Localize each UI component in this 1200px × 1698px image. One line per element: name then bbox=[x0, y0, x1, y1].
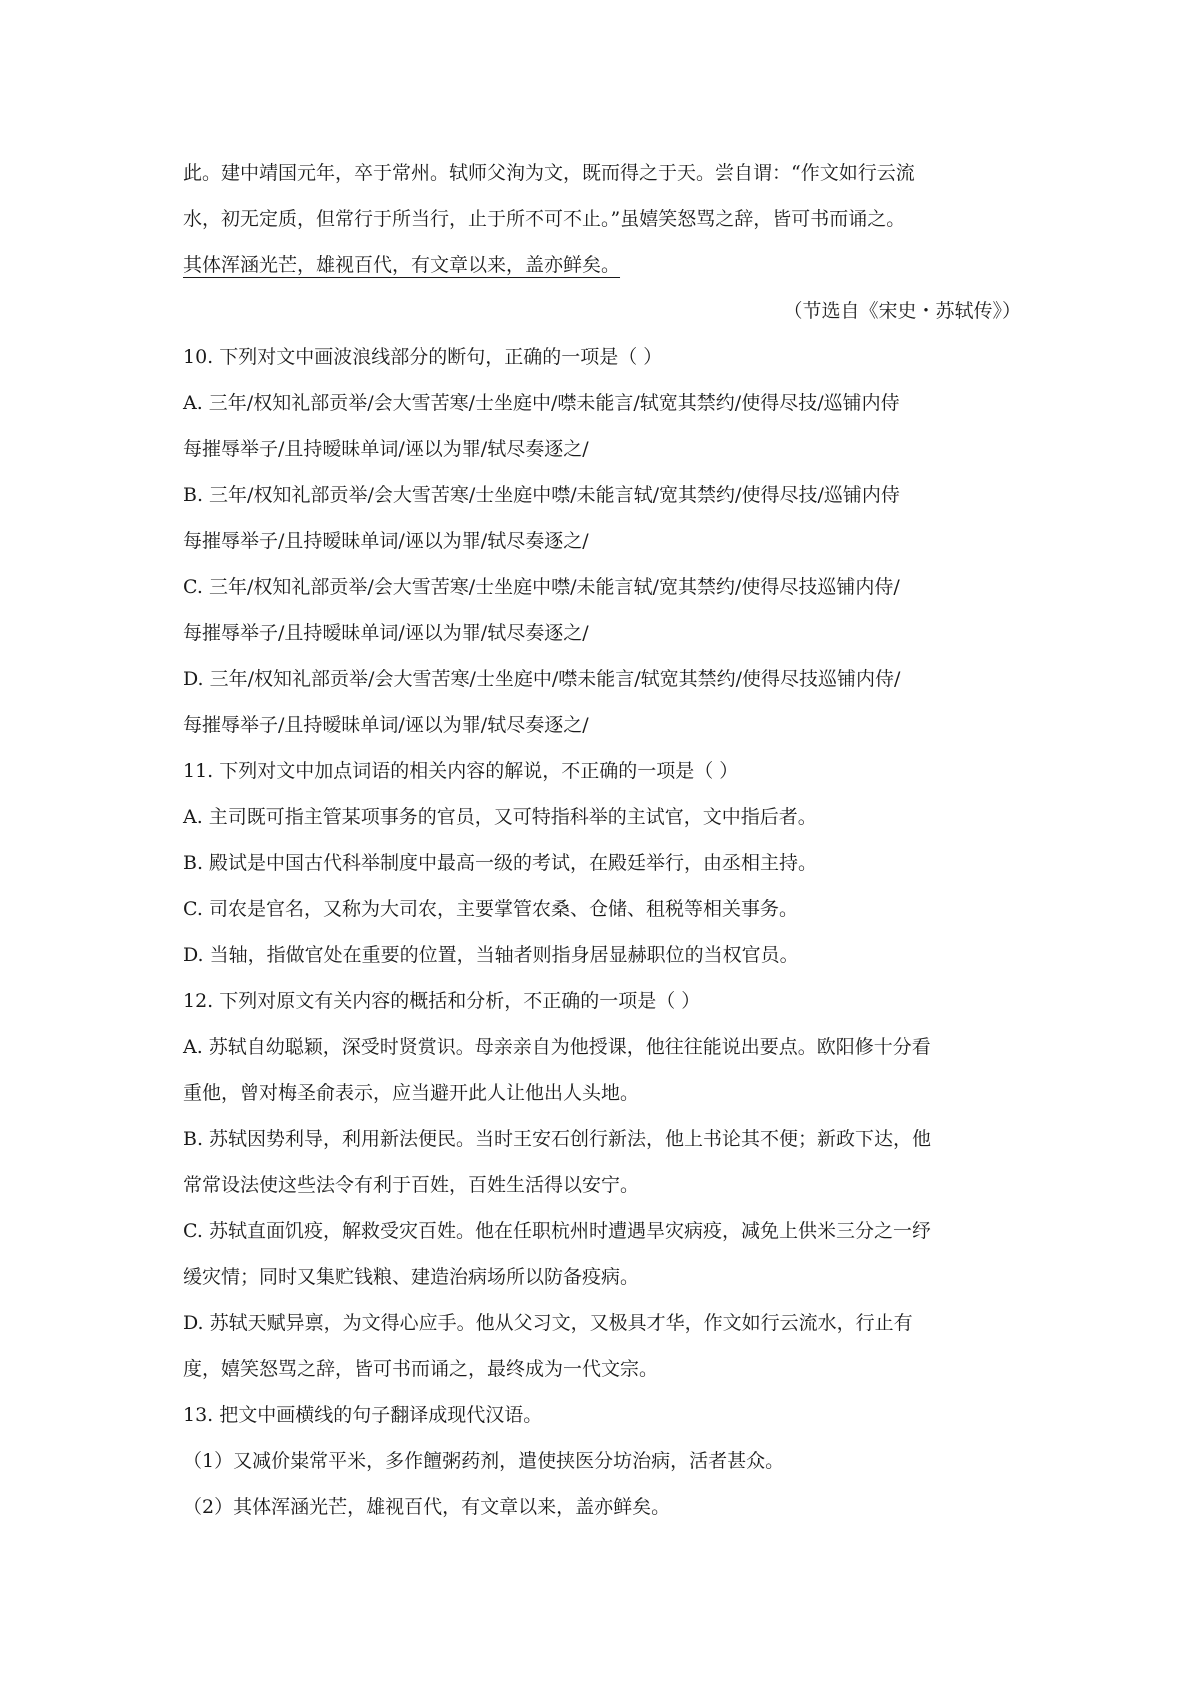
question-11-option-c: C. 司农是官名，又称为大司农，主要掌管农桑、仓储、租税等相关事务。 bbox=[183, 898, 798, 920]
question-11-option-d: D. 当轴，指做官处在重要的位置，当轴者则指身居显赫职位的当权官员。 bbox=[183, 944, 799, 966]
question-10-option-c-line-2: 每摧辱举子/且持暧昧单词/诬以为罪/轼尽奏逐之/ bbox=[183, 622, 589, 644]
question-11-stem: 11. 下列对文中加点词语的相关内容的解说，不正确的一项是（ ） bbox=[183, 760, 739, 782]
question-12-option-b-line-2: 常常设法使这些法令有利于百姓，百姓生活得以安宁。 bbox=[183, 1174, 640, 1196]
underlined-text: 其体浑涵光芒，雄视百代，有文章以来，盖亦鲜矣。 bbox=[183, 254, 621, 276]
question-12-option-c-line-2: 缓灾情；同时又集贮钱粮、建造治病场所以防备疫病。 bbox=[183, 1266, 640, 1288]
passage-source: （节选自《宋史・苏轼传》） bbox=[783, 300, 1021, 322]
question-13-item-1: （1）又减价粜常平米，多作饘粥药剂，遣使挟医分坊治病，活者甚众。 bbox=[183, 1450, 785, 1472]
question-10-option-d-line-1: D. 三年/权知礼部贡举/会大雪苦寒/士坐庭中/噤未能言/轼宽其禁约/使得尽技巡铺内侍/ bbox=[183, 668, 901, 690]
question-12-option-d-line-1: D. 苏轼天赋异禀，为文得心应手。他从父习文，又极具才华，作文如行云流水，行止有 bbox=[183, 1312, 913, 1334]
question-13-item-2: （2）其体浑涵光芒，雄视百代，有文章以来，盖亦鲜矣。 bbox=[183, 1496, 671, 1518]
question-12-option-d-line-2: 度，嬉笑怒骂之辞，皆可书而诵之，最终成为一代文宗。 bbox=[183, 1358, 659, 1380]
passage-line-2: 水，初无定质，但常行于所当行，止于所不可不止。”虽嬉笑怒骂之辞，皆可书而诵之。 bbox=[183, 208, 906, 230]
passage-line-1: 此。建中靖国元年，卒于常州。轼师父洵为文，既而得之于天。尝自谓：“作文如行云流 bbox=[183, 162, 915, 184]
question-12-option-a-line-2: 重他，曾对梅圣俞表示，应当避开此人让他出人头地。 bbox=[183, 1082, 640, 1104]
question-12-option-b-line-1: B. 苏轼因势利导，利用新法便民。当时王安石创行新法，他上书论其不便；新政下达，他 bbox=[183, 1128, 932, 1150]
question-10-option-b-line-2: 每摧辱举子/且持暧昧单词/诬以为罪/轼尽奏逐之/ bbox=[183, 530, 589, 552]
question-12-stem: 12. 下列对原文有关内容的概括和分析，不正确的一项是（ ） bbox=[183, 990, 701, 1012]
question-11-option-a: A. 主司既可指主管某项事务的官员，又可特指科举的主试官，文中指后者。 bbox=[183, 806, 817, 828]
passage-underlined-sentence bbox=[183, 242, 1023, 288]
question-11-option-b: B. 殿试是中国古代科举制度中最高一级的考试，在殿廷举行，由丞相主持。 bbox=[183, 852, 818, 874]
question-10-option-d-line-2: 每摧辱举子/且持暧昧单词/诬以为罪/轼尽奏逐之/ bbox=[183, 714, 589, 736]
question-10-option-a-line-1: A. 三年/权知礼部贡举/会大雪苦寒/士坐庭中/噤未能言/轼宽其禁约/使得尽技/巡铺内侍 bbox=[183, 392, 900, 414]
question-10-stem: 10. 下列对文中画波浪线部分的断句，正确的一项是（ ） bbox=[183, 346, 663, 368]
question-10-option-c-line-1: C. 三年/权知礼部贡举/会大雪苦寒/士坐庭中噤/未能言轼/宽其禁约/使得尽技巡铺内侍/ bbox=[183, 576, 900, 598]
question-13-stem: 13. 把文中画横线的句子翻译成现代汉语。 bbox=[183, 1404, 543, 1426]
question-10-option-a-line-2: 每摧辱举子/且持暧昧单词/诬以为罪/轼尽奏逐之/ bbox=[183, 438, 589, 460]
question-12-option-a-line-1: A. 苏轼自幼聪颖，深受时贤赏识。母亲亲自为他授课，他往往能说出要点。欧阳修十分看 bbox=[183, 1036, 931, 1058]
document-content bbox=[183, 150, 1023, 1530]
question-10-option-b-line-1: B. 三年/权知礼部贡举/会大雪苦寒/士坐庭中噤/未能言轼/宽其禁约/使得尽技/巡铺内侍 bbox=[183, 484, 900, 506]
question-12-option-c-line-1: C. 苏轼直面饥疫，解救受灾百姓。他在任职杭州时遭遇旱灾病疫，减免上供米三分之一纾 bbox=[183, 1220, 931, 1242]
